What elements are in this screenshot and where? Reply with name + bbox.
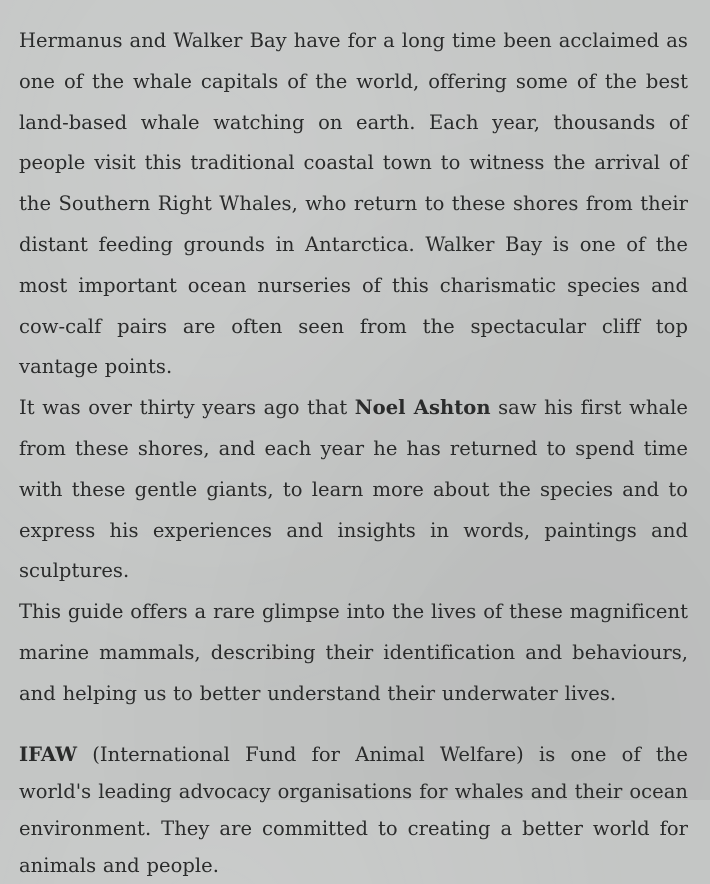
ashton-text-after: saw his first whale from these shores, and each year he has returned to spend time with these gentle giants, to learn more about the species and to express his experiences and insights in words, paintings and sculptures. [19, 396, 688, 583]
noel-ashton-name: Noel Ashton [354, 396, 491, 420]
intro-paragraph: Hermanus and Walker Bay have for a long time been acclaimed as one of the whale capitals of the world, offering some of the best land-based whale watching on earth. Each year, thousands of people visit this traditional coastal town to witness the arrival of the Southern Right Whales, who return to these shores from their distant feeding grounds in Antarctica. Walker Bay is one of the most important ocean nurseries of this charismatic species and cow-calf pairs are often seen from the spectacular cliff top vantage points. [19, 29, 688, 379]
ifaw-paragraph [19, 736, 688, 884]
guide-paragraph: This guide offers a rare glimpse into the lives of these magnificent marine mammals, describing their identification and behaviours, and helping us to better understand their underwater lives. [19, 600, 688, 705]
ashton-paragraph [19, 388, 688, 592]
ifaw-text-after: (International Fund for Animal Welfare) is one of the world's leading advocacy organisations for whales and their ocean environment. They are committed to creating a better world for animals and people. [19, 742, 688, 877]
ifaw-name: IFAW [19, 742, 78, 766]
paragraph-gap [19, 715, 688, 736]
ashton-text-before: It was over thirty years ago that [19, 396, 355, 420]
